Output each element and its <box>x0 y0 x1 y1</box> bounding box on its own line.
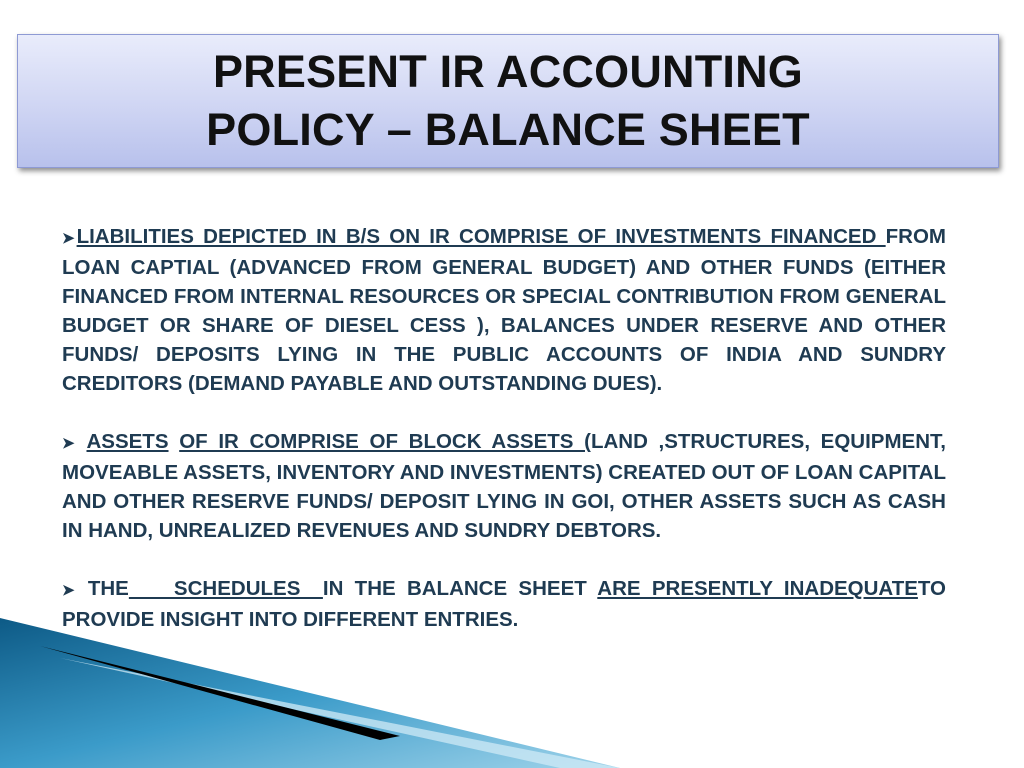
bullet-assets <box>62 427 946 545</box>
underlined-text: ASSETS <box>86 430 169 453</box>
arrow-bullet-icon: ➤ <box>62 582 75 599</box>
body-text-segment: THE <box>87 577 129 600</box>
underlined-text: SCHEDULES <box>128 577 323 600</box>
title-box <box>17 34 999 168</box>
arrow-bullet-icon: ➤ <box>62 230 75 247</box>
body-text-segment: TO PROVIDE INSIGHT INTO DIFFERENT ENTRIES. <box>62 577 947 631</box>
title-line-1: PRESENT IR ACCOUNTING <box>212 46 804 97</box>
body-text-segment: FROM LOAN CAPTIAL (ADVANCED FROM GENERAL BUDGET) AND OTHER FUNDS (EITHER FINANCED FROM INTERNAL RESOURCES OR SPECIAL CONTRIBUTION FROM GENERAL BUDGET OR SHARE OF DIESEL CESS ), BALANCES UNDER RESERVE AND OTHER FUNDS/ DEPOSITS LYING IN THE PUBLIC ACCOUNTS OF INDIA AND SUNDRY CREDITORS (DEMAND PAYABLE AND OUTSTANDING DUES). <box>62 225 946 395</box>
title-line-2: POLICY – BALANCE SHEET <box>206 104 810 155</box>
bullet-schedules <box>62 574 946 634</box>
underlined-text: ARE PRESENTLY INADEQUATE <box>597 577 918 600</box>
underlined-text: LIABILITIES DEPICTED IN B/S ON IR COMPRISE OF INVESTMENTS FINANCED <box>76 225 886 248</box>
body-text-segment <box>169 430 180 453</box>
bullet-liabilities <box>62 222 946 398</box>
body-text-segment: IN THE BALANCE SHEET <box>322 577 598 600</box>
slide-body <box>62 222 946 663</box>
underlined-text: OF IR COMPRISE OF BLOCK ASSETS ( <box>179 430 591 453</box>
slide-title <box>206 43 810 159</box>
body-text-segment: LAND ,STRUCTURES, EQUIPMENT, MOVEABLE ASSETS, INVENTORY AND INVESTMENTS) CREATED OUT OF LOAN CAPITAL AND OTHER RESERVE FUNDS/ DEPOSIT LYING IN GOI, OTHER ASSETS SUCH AS CASH IN HAND, UNREALIZED REVENUES AND SUNDRY DEBTORS. <box>62 430 946 542</box>
arrow-bullet-icon: ➤ <box>62 435 75 452</box>
